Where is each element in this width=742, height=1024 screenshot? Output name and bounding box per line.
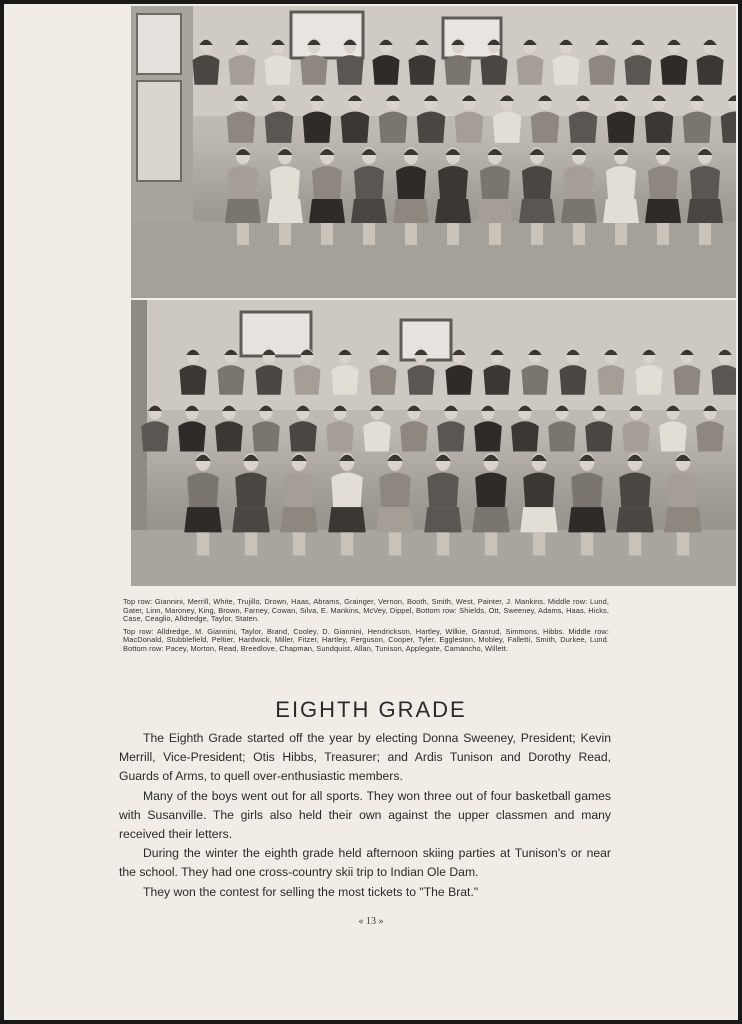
photo-captions [123,598,609,658]
page-number: « 13 » [358,916,384,927]
yearbook-page [4,4,738,1020]
article-body [119,729,611,902]
paragraph-sports: Many of the boys went out for all sports. They won three out of four basketball games with Susanville. The girls also held their own against the upper classmen and many received their letters. [119,788,611,842]
paragraph-skiing: During the winter the eighth grade held afternoon skiing parties at Tunison's or near the school. They had one cross-country skii trip to Indian Ole Dam. [119,846,611,880]
paragraph-tickets: They won the contest for selling the most tickets to "The Brat." [143,884,479,899]
class-photo-bottom-illustration [131,300,736,586]
paragraph-officers: The Eighth Grade started off the year by electing Donna Sweeney, President; Kevin Merrill, Vice-President; Otis Hibbs, Treasurer; and Ardis Tunison and Dorothy Read, Guards of Arms, to quell over-enthusiastic members. [119,731,611,784]
caption-top-photo: Top row: Giannini, Merrill, White, Trujillo, Drown, Haas, Abrams, Grainger, Vernon, Booth, Smith, West, Painter, J. Mankins. Middle row: Lund, Gater, Linn, Maroney, King, Brown, Farney, Cowan, Silva, E. Mankins, McVey, Dippel, Bottom row: Shields, Ott, Sweeney, Adams, Haas, Hicks, Case, Ceaglio, Alldredge, Taylor, Staten. [123,597,609,624]
caption-bottom-photo: Top row: Alldredge, M. Giannini, Taylor, Brand, Cooley, D. Giannini, Hendrickson, Hartley, Wilkie, Granrud, Simmons, Hibbs. Middle row: MacDonald, Stubblefield, Peltier, Hardwick, Miller, Fitzer, Hartley, Ferguson, Cooper, Tyler, Eggleston, Mobley, Falletti, Smith, Durkee, Lund. Bottom row: Pacey, Morton, Read, Breedlove, Chapman, Sundquist, Allan, Tunison, Applegate, Camancho, Willett. [123,626,609,653]
page-title: EIGHTH GRADE [275,697,467,722]
class-photo-top [131,6,736,298]
class-photo-top-illustration [131,6,736,298]
class-photo-bottom [131,300,736,586]
